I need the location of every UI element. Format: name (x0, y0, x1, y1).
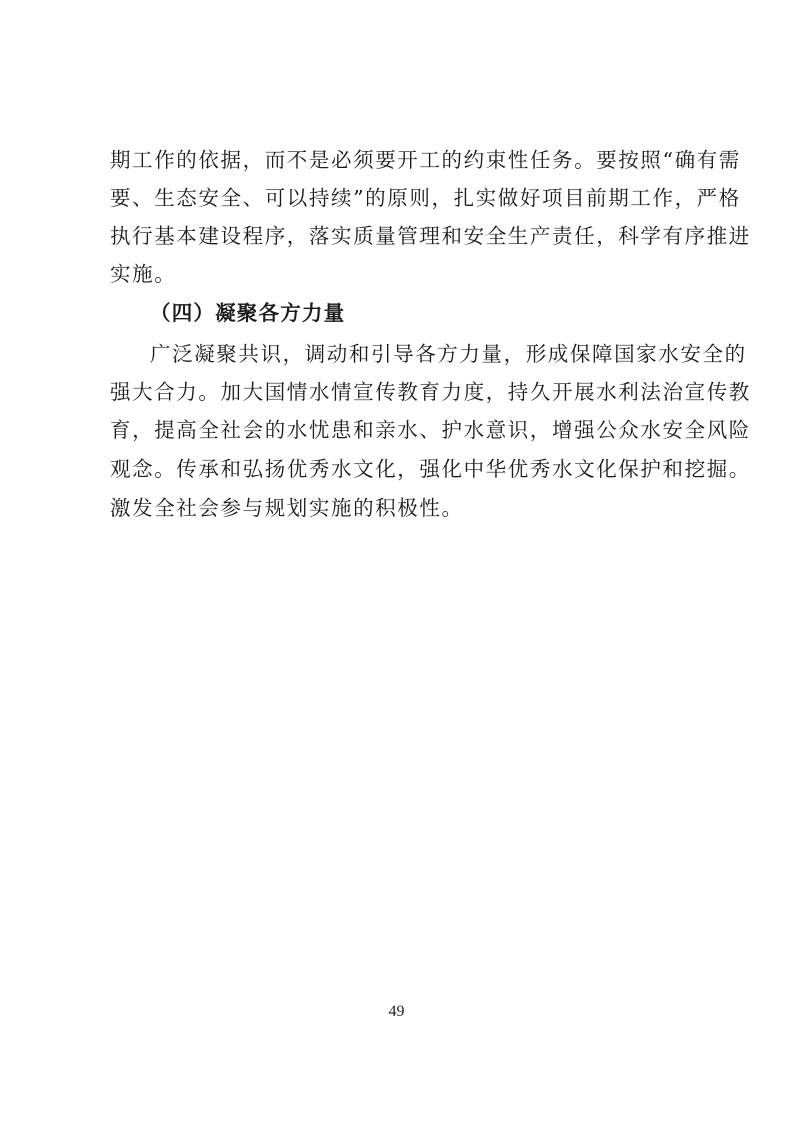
paragraph-line: 期工作的依据，而不是必须要开工的约束性任务。要按照“确有需 (110, 148, 741, 172)
paragraph-line: 育，提高全社会的水忧患和亲水、护水意识，增强公众水安全风险 (110, 418, 751, 442)
paragraph-line: 实施。 (110, 262, 177, 286)
paragraph-line: 观念。传承和弘扬优秀水文化，强化中华优秀水文化保护和挖掘。 (110, 457, 751, 481)
paragraph-line: 激发全社会参与规划实施的积极性。 (110, 496, 464, 520)
paragraph-line: 执行基本建设程序，落实质量管理和安全生产责任，科学有序推进 (110, 224, 751, 248)
page-number: 49 (388, 1003, 405, 1020)
paragraph-line: 要、生态安全、可以持续”的原则，扎实做好项目前期工作，严格 (110, 186, 741, 210)
paragraph-line: 广泛凝聚共识，调动和引导各方力量，形成保障国家水安全的 (150, 342, 747, 366)
section-heading: （四）凝聚各方力量 (150, 301, 346, 325)
paragraph-line: 强大合力。加大国情水情宣传教育力度，持久开展水利法治宣传教 (110, 380, 751, 404)
